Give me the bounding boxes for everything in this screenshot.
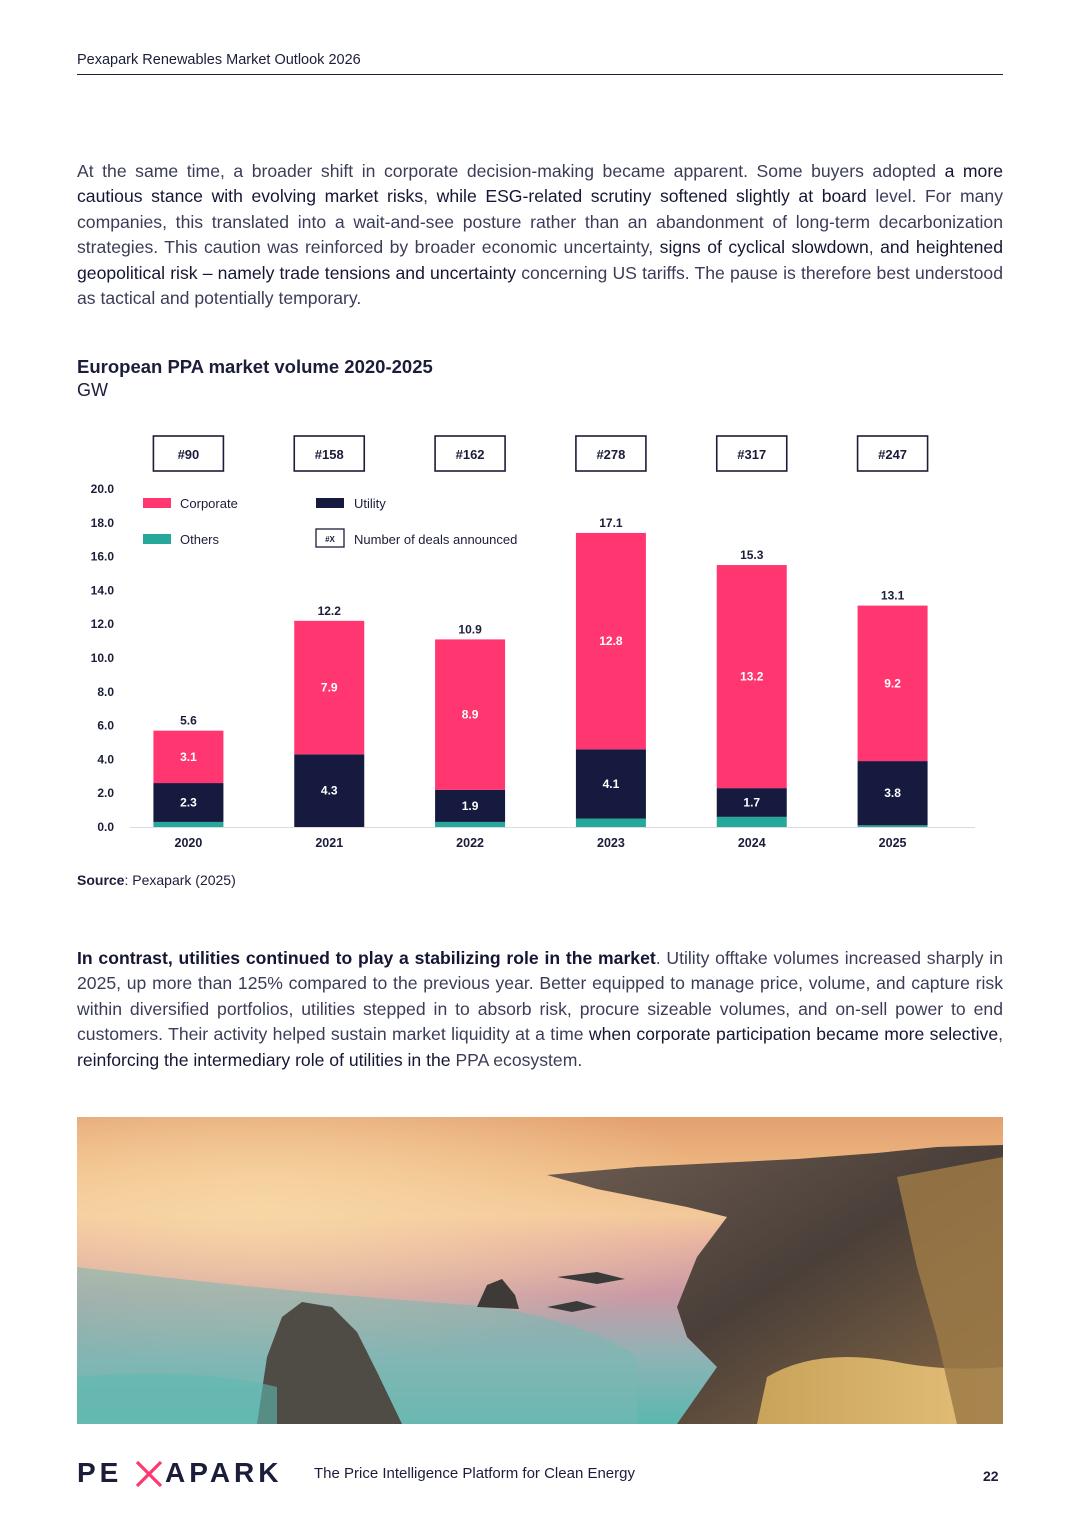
logo-text-right: APARK	[165, 1457, 283, 1488]
chart-source	[77, 872, 236, 888]
utilities-paragraph	[77, 946, 1003, 1073]
x-tick-label: 2021	[315, 836, 344, 850]
legend-label-deals: Number of deals announced	[354, 532, 518, 547]
y-tick-label: 4.0	[97, 752, 114, 767]
chart-unit: GW	[77, 380, 108, 400]
deals-count: #317	[737, 447, 767, 462]
bar-others	[153, 822, 223, 827]
data-label-corporate: 9.2	[884, 676, 901, 691]
photo-foam	[77, 1374, 277, 1424]
bar-others	[435, 822, 505, 827]
x-tick-label: 2023	[597, 836, 625, 850]
intro-text: At the same time, a broader shift in corporate decision-making became apparent. Some buyers adopted	[77, 161, 945, 181]
data-label-total: 5.6	[180, 713, 197, 728]
y-tick-label: 18.0	[90, 515, 114, 530]
data-label-utility: 2.3	[180, 795, 197, 810]
ppa-volume-chart	[70, 425, 990, 865]
intro-highlight: while ESG-related scrutiny softened slightly at board	[436, 186, 867, 207]
data-label-corporate: 12.8	[599, 634, 623, 649]
intro-text: concerning US tariffs. The pause is therefore best understood as tactical and potentially temporary.	[77, 262, 1003, 309]
bar-others	[717, 817, 787, 827]
utilities-highlight: when corporate participation became more selective	[588, 1024, 999, 1045]
data-label-total: 15.3	[740, 548, 764, 563]
page-number: 22	[983, 1468, 999, 1484]
data-label-corporate: 13.2	[740, 669, 764, 684]
deals-count: #278	[596, 447, 626, 462]
data-label-utility: 3.8	[884, 786, 901, 801]
bar-others	[576, 819, 646, 827]
y-tick-label: 0.0	[97, 820, 114, 834]
legend-label-corporate: Corporate	[180, 496, 238, 511]
data-label-total: 10.9	[458, 622, 482, 637]
data-label-utility: 1.9	[461, 798, 479, 813]
logo-text-left: PE	[77, 1457, 123, 1488]
legend-swatch-others	[143, 534, 171, 544]
intro-text: ,	[868, 237, 881, 258]
utilities-text: . Utility offtake volumes increased sharply in 2025, up more than 125% compared to the previous year. Better equipped to manage price, volume, and capture risk within diversified portfolios, utilities stepped in to absorb risk, procure sizeable volumes, and on-sell power to end customers. Their activity helped sustain market liquidity at a time	[77, 948, 1003, 1045]
data-label-corporate: 8.9	[461, 707, 479, 722]
data-label-utility: 1.7	[743, 795, 761, 810]
intro-highlight: a more cautious stance with evolving market risks	[77, 161, 1003, 207]
legend-swatch-utility	[316, 498, 344, 508]
data-label-total: 12.2	[317, 603, 341, 618]
y-tick-label: 8.0	[97, 684, 114, 699]
y-tick-label: 12.0	[90, 617, 114, 632]
deals-count: #90	[177, 447, 200, 462]
header-title: Pexapark Renewables Market Outlook 2026	[77, 52, 361, 68]
y-tick-label: 14.0	[90, 583, 114, 598]
deals-count: #247	[878, 447, 908, 462]
data-label-utility: 4.1	[602, 776, 620, 791]
legend-label-others: Others	[180, 532, 220, 547]
deals-count: #158	[314, 447, 344, 462]
utilities-lead: In contrast, utilities continued to play a stabilizing role in the market	[77, 948, 656, 968]
data-label-corporate: 7.9	[320, 680, 338, 695]
utilities-highlight: reinforcing the intermediary role of utilities in the	[77, 1049, 451, 1070]
x-tick-label: 2025	[878, 836, 907, 850]
intro-text: level. For many companies, this translated into a wait-and-see posture rather than an abandonment of long-term decarbonization strategies. This caution was reinforced by broader economic uncertainty,	[77, 186, 1004, 258]
x-tick-label: 2022	[456, 836, 484, 850]
legend-swatch-corporate	[143, 498, 171, 508]
footer-tagline: The Price Intelligence Platform for Clean Energy	[314, 1465, 635, 1482]
legend-label-utility: Utility	[354, 496, 386, 511]
y-tick-label: 10.0	[90, 651, 114, 665]
x-tick-label: 2020	[174, 836, 203, 850]
deals-count: #162	[455, 447, 485, 462]
y-tick-label: 20.0	[90, 482, 114, 496]
data-label-utility: 4.3	[320, 783, 338, 798]
intro-text: ,	[423, 186, 437, 207]
y-tick-label: 16.0	[90, 549, 114, 564]
intro-paragraph	[77, 159, 1003, 311]
y-tick-label: 6.0	[97, 718, 114, 733]
header-divider	[77, 74, 1003, 75]
data-label-total: 17.1	[599, 515, 623, 530]
bar-others	[858, 825, 928, 827]
logo-x-icon	[137, 1462, 161, 1486]
intro-highlight: and heightened geopolitical risk – namely trade tensions and uncertainty	[77, 237, 1003, 283]
intro-highlight: signs of cyclical slowdown	[659, 237, 869, 258]
pexapark-logo	[77, 1457, 303, 1489]
data-label-corporate: 3.1	[180, 749, 197, 764]
chart-title: European PPA market volume 2020-2025	[77, 356, 433, 377]
source-text: : Pexapark (2025)	[124, 872, 236, 888]
coastal-sunset-photo	[77, 1117, 1003, 1424]
x-tick-label: 2024	[737, 836, 766, 850]
source-label: Source	[77, 872, 125, 888]
data-label-total: 13.1	[880, 588, 905, 603]
legend-deals-symbol: #X	[325, 535, 335, 544]
utilities-text: PPA ecosystem.	[450, 1049, 583, 1070]
y-tick-label: 2.0	[97, 786, 114, 801]
utilities-text: ,	[998, 1024, 1004, 1045]
